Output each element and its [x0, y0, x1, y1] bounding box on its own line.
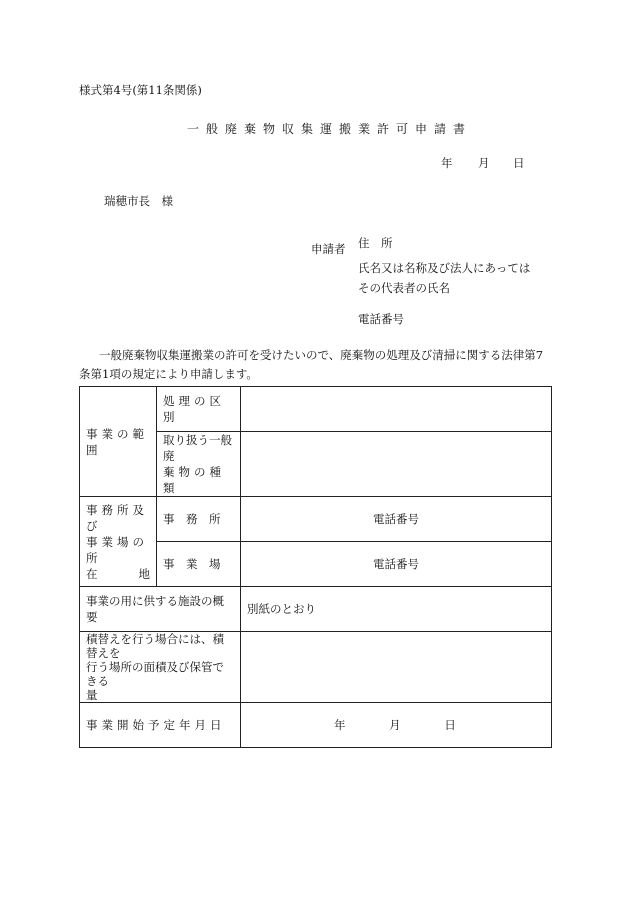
site-value[interactable] — [241, 542, 552, 587]
date-month: 月 — [478, 156, 490, 170]
processing-type-value[interactable] — [241, 387, 552, 432]
start-date-month: 月 — [389, 718, 401, 732]
applicant-name-label-1: 氏名又は名称及び法人にあっては — [358, 261, 531, 275]
waste-type-label-2: 棄物の種類 — [163, 465, 225, 495]
addressee: 瑞穂市長 様 — [104, 194, 173, 208]
date-year: 年 — [441, 156, 453, 170]
office-phone-label: 電話番号 — [373, 512, 419, 526]
processing-type-label: 処理の区別 — [157, 387, 241, 432]
application-table — [79, 386, 552, 748]
start-date-year: 年 — [334, 718, 346, 732]
transfer-value[interactable] — [241, 632, 552, 703]
waste-type-label — [157, 432, 241, 497]
transfer-label-2: 行う場所の面積及び保管できる — [86, 660, 224, 688]
start-date-value[interactable] — [241, 703, 552, 748]
waste-type-label-1: 取り扱う一般廃 — [163, 433, 232, 463]
applicant-phone-label: 電話番号 — [358, 312, 404, 326]
location-label-1: 事務所及び — [86, 502, 148, 533]
facility-value[interactable]: 別紙のとおり — [241, 587, 552, 632]
location-label-2: 事業場の所 — [86, 534, 148, 565]
form-number: 様式第4号(第11条関係) — [79, 83, 202, 97]
site-label: 事 業 場 — [157, 542, 241, 587]
table-row — [80, 387, 552, 432]
scope-label: 事業の範囲 — [80, 387, 157, 497]
facility-label: 事業の用に供する施設の概要 — [80, 587, 241, 632]
start-date-label: 事業開始予定年月日 — [80, 703, 241, 748]
location-label — [80, 497, 157, 587]
date-day: 日 — [513, 156, 525, 170]
table-row — [80, 632, 552, 703]
table-row — [80, 703, 552, 748]
table-row — [80, 497, 552, 542]
applicant-address-label: 住 所 — [358, 236, 393, 250]
location-label-3a: 在 — [86, 566, 98, 581]
location-label-3 — [86, 566, 150, 582]
body-text-line-1: 一般廃棄物収集運搬業の許可を受けたいので、廃棄物の処理及び清掃に関する法律第7 — [99, 348, 544, 362]
transfer-label — [80, 632, 241, 703]
transfer-label-1: 積替えを行う場合には、積替えを — [86, 632, 224, 660]
start-date-day: 日 — [444, 718, 456, 732]
table-row — [80, 587, 552, 632]
site-phone-label: 電話番号 — [373, 557, 419, 571]
location-label-3b: 地 — [138, 566, 150, 581]
applicant-name-label-2: その代表者の氏名 — [358, 281, 450, 295]
body-text-line-2: 条第1項の規定により申請します。 — [79, 367, 258, 381]
page-title: 一般廃棄物収集運搬業許可申請書 — [187, 122, 473, 136]
transfer-label-3: 量 — [86, 688, 98, 702]
office-value[interactable] — [241, 497, 552, 542]
applicant-label: 申請者 — [311, 242, 346, 256]
waste-type-value[interactable] — [241, 432, 552, 497]
office-label: 事 務 所 — [157, 497, 241, 542]
